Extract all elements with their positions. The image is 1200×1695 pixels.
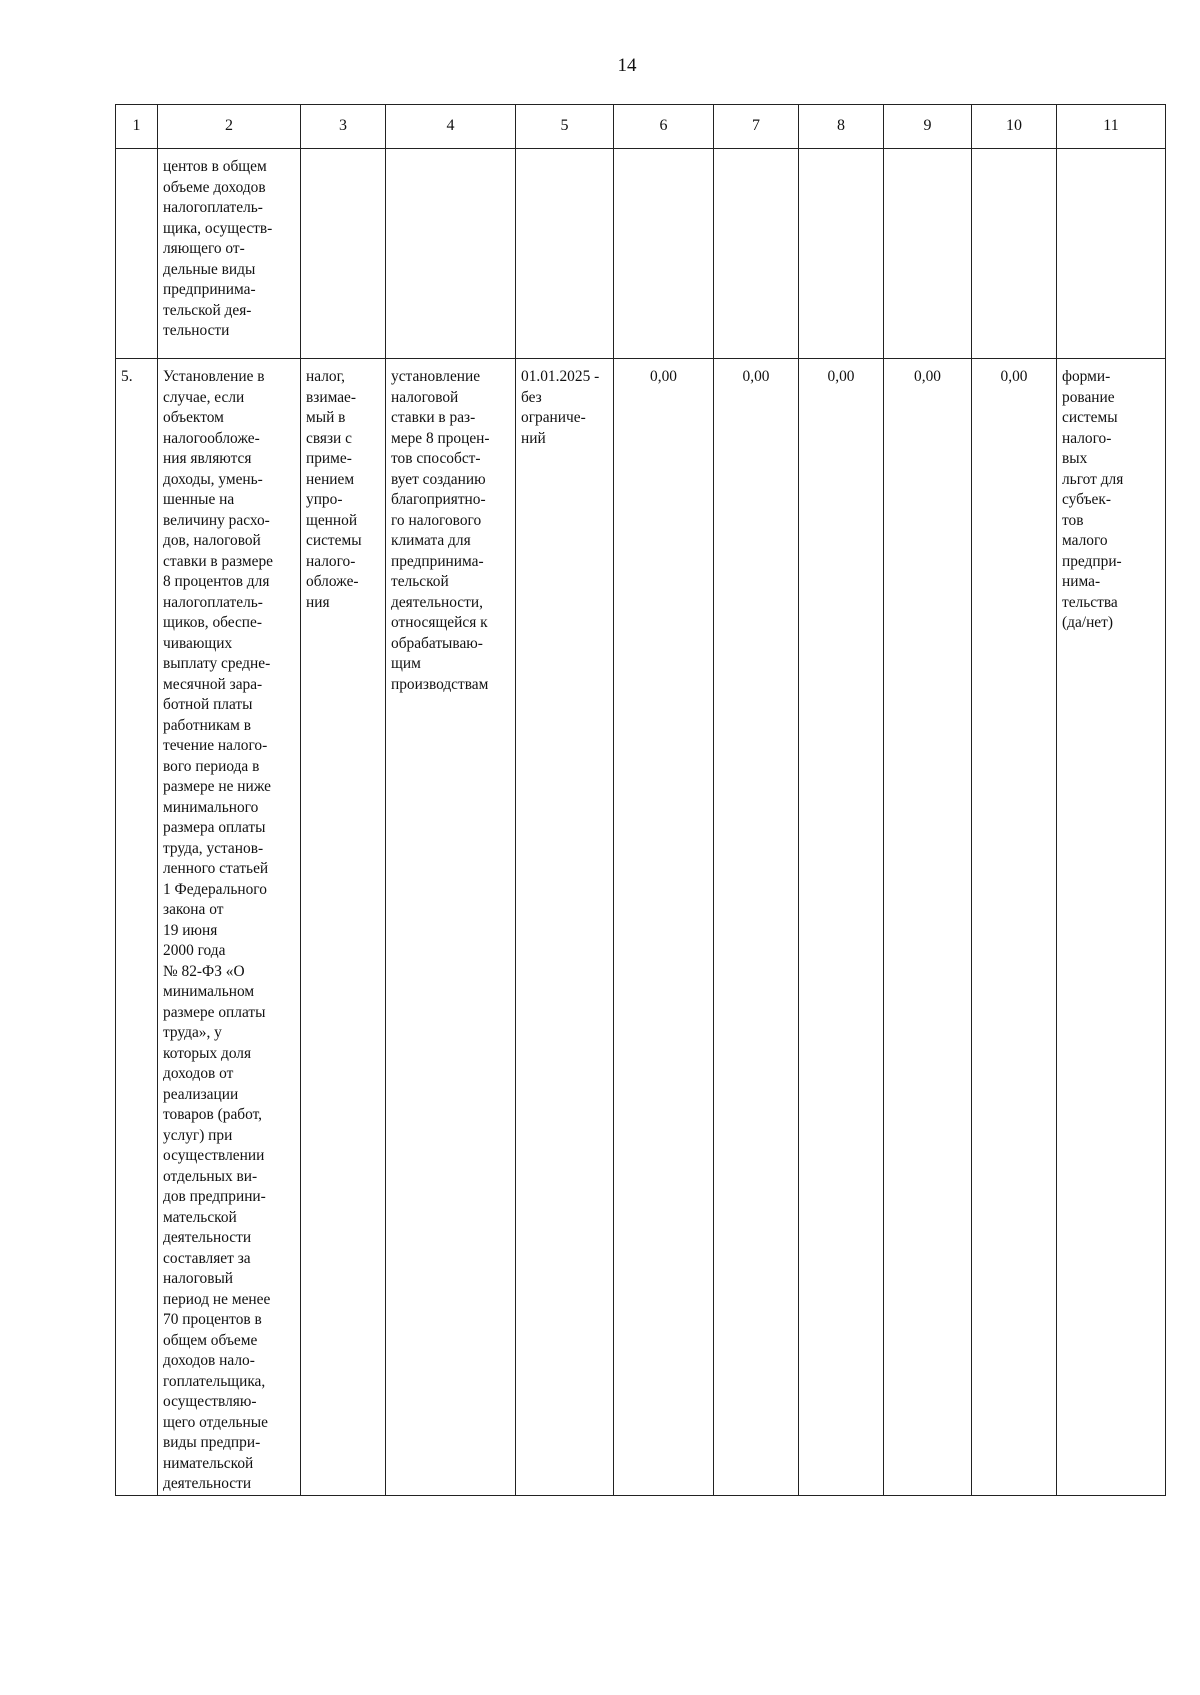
benefit-purpose: установление налоговой ставки в раз- мере 8 процен- тов способст- вует созданию благоприятно- го налогового климата для предпринима- тельской деятельности, относящейся к обрабатываю- щим производствам [386, 359, 516, 1496]
benefit-goal: форми- рование системы налого- вых льгот для субъек- тов малого предпри- нима- тельства (да/нет) [1057, 359, 1166, 1496]
column-header: 5 [516, 105, 614, 149]
column-header: 7 [714, 105, 799, 149]
column-header: 8 [799, 105, 884, 149]
value-col6: 0,00 [614, 359, 714, 1496]
column-header: 1 [116, 105, 158, 149]
value-col9: 0,00 [884, 359, 972, 1496]
table-cell [714, 149, 799, 359]
table-cell [516, 149, 614, 359]
table-header-row [116, 105, 1166, 149]
table-cell [301, 149, 386, 359]
table-cell [1057, 149, 1166, 359]
value-col7: 0,00 [714, 359, 799, 1496]
table-cell [614, 149, 714, 359]
column-header: 2 [158, 105, 301, 149]
table-cell [799, 149, 884, 359]
table-cell [884, 149, 972, 359]
column-header: 3 [301, 105, 386, 149]
column-header: 6 [614, 105, 714, 149]
tax-type: налог, взимае- мый в связи с приме- нением упро- щенной системы налого- обложе- ния [301, 359, 386, 1496]
tax-benefits-table [115, 104, 1166, 1496]
row-number: 5. [116, 359, 158, 1496]
value-col8: 0,00 [799, 359, 884, 1496]
table-row-continuation [116, 149, 1166, 359]
column-header: 9 [884, 105, 972, 149]
table-row-5 [116, 359, 1166, 1496]
column-header: 4 [386, 105, 516, 149]
column-header: 10 [972, 105, 1057, 149]
table-cell [116, 149, 158, 359]
benefit-description: Установление в случае, если объектом налогообложе- ния являются доходы, умень- шенные на величину расхо- дов, налоговой ставки в размере 8 процентов для налогоплатель- щиков, обеспе- чивающих выплату средне- месячной зара- ботной платы работникам в течение налого- вого периода в размере не ниже минимального размера оплаты труда, установ- ленного статьей 1 Федерального закона от 19 июня 2000 года № 82-ФЗ «О минимальном размере оплаты труда», у которых доля доходов от реализации товаров (работ, услуг) при осуществлении отдельных ви- дов предприни- мательской деятельности составляет за налоговый период не менее 70 процентов в общем объеме доходов нало- гоплательщика, осуществляю- щего отдельные виды предпри- нимательской деятельности [158, 359, 301, 1496]
column-header: 11 [1057, 105, 1166, 149]
continuation-text: центов в общем объеме доходов налогоплатель- щика, осуществ- ляющего от- дельные виды предпринима- тельской дея- тельности [158, 149, 301, 359]
table-cell [972, 149, 1057, 359]
page-number: 14 [617, 55, 637, 76]
value-col10: 0,00 [972, 359, 1057, 1496]
table-cell [386, 149, 516, 359]
validity-period: 01.01.2025 - без ограниче- ний [516, 359, 614, 1496]
